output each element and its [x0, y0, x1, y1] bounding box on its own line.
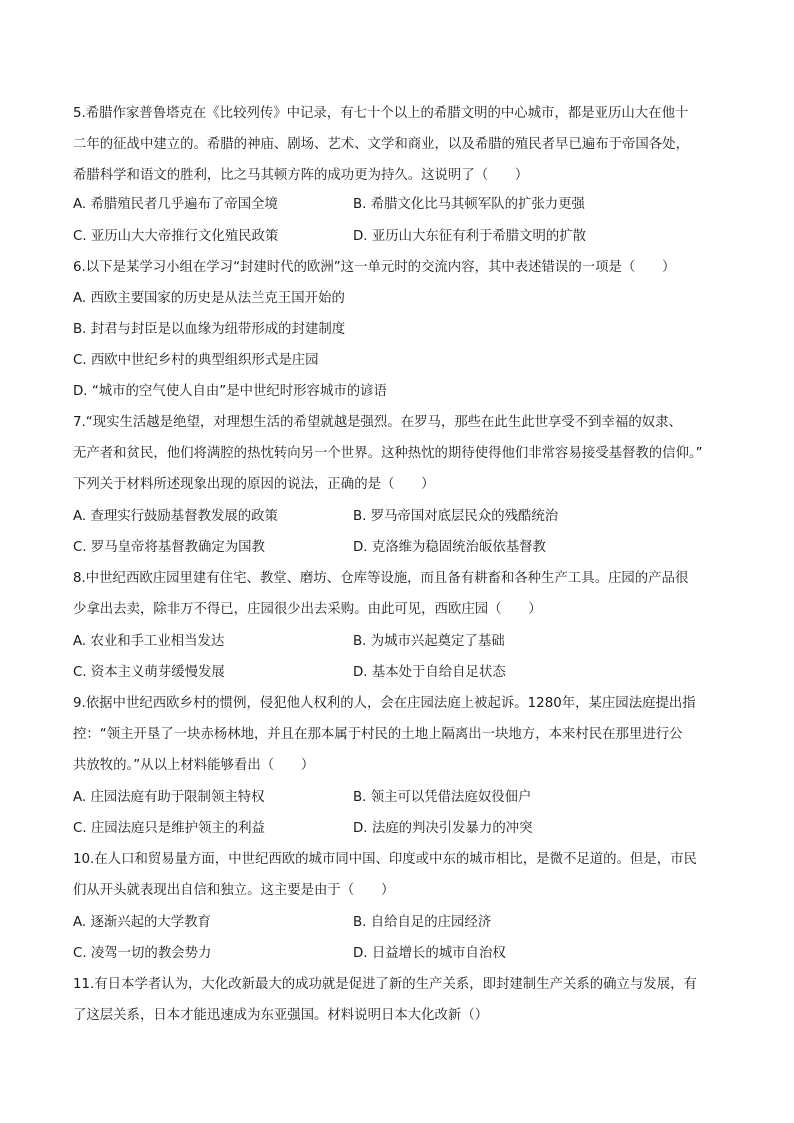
question-8-option-c[interactable]: C. 资本主义萌芽缓慢发展 [73, 665, 225, 680]
question-10-option-b[interactable]: B. 自给自足的庄园经济 [353, 915, 492, 930]
question-5-stem-line: 希腊科学和语文的胜利，比之马其顿方阵的成功更为持久。这说明了（ ） [73, 168, 529, 183]
question-9-stem-line: 控：“领主开垦了一块赤杨林地，并且在那本属于村民的土地上隔离出一块地方，本来村民在那里进行公 [73, 727, 683, 742]
question-7-option-a[interactable]: A. 查理实行鼓励基督教发展的政策 [73, 509, 278, 524]
question-8-option-d[interactable]: D. 基本处于自给自足状态 [353, 665, 506, 680]
question-7-stem-line: 下列关于材料所述现象出现的原因的说法，正确的是（ ） [73, 477, 435, 492]
question-8-stem-line: 少拿出去卖，除非万不得已，庄园很少出去采购。由此可见，西欧庄园（ ） [73, 602, 542, 617]
question-8-stem-line: 8.中世纪西欧庄园里建有住宅、教堂、磨坊、仓库等设施，而且备有耕畜和各种生产工具。庄园的产品很 [73, 571, 689, 586]
question-10-option-a[interactable]: A. 逐渐兴起的大学教育 [73, 915, 211, 930]
question-7-option-b[interactable]: B. 罗马帝国对底层民众的残酷统治 [353, 509, 559, 524]
question-10-stem [73, 844, 723, 906]
question-10-stem-line: 10.在人口和贸易量方面，中世纪西欧的城市同中国、印度或中东的城市相比，是微不足道的。但是，市民 [73, 852, 697, 867]
question-11-stem-line: 11.有日本学者认为，大化改新最大的成功就是促进了新的生产关系，即封建制生产关系的确立与发展，有 [73, 977, 697, 992]
question-9-option-b[interactable]: B. 领主可以凭借法庭奴役佃户 [353, 790, 532, 805]
question-9-stem-line: 共放牧的。”从以上材料能够看出（ ） [73, 758, 315, 773]
question-10-stem-line: 们从开头就表现出自信和独立。这主要是由于（ ） [73, 883, 395, 898]
question-10-option-d[interactable]: D. 日益增长的城市自治权 [353, 946, 506, 961]
question-9-option-d[interactable]: D. 法庭的判决引发暴力的冲突 [353, 821, 533, 836]
question-6-option-c[interactable]: C. 西欧中世纪乡村的典型组织形式是庄园 [73, 353, 319, 368]
question-9-option-c[interactable]: C. 庄园法庭只是维护领主的利益 [73, 821, 265, 836]
question-7-stem [73, 407, 723, 500]
question-11-stem-line: 了这层关系，日本才能迅速成为东亚强国。材料说明日本大化改新（） [73, 1008, 489, 1023]
question-6-stem: 6.以下是某学习小组在学习“封建时代的欧洲”这一单元时的交流内容，其中表述错误的一项是（ ） [73, 260, 676, 275]
question-9-stem-line: 9.依据中世纪西欧乡村的惯例，侵犯他人权利的人，会在庄园法庭上被起诉。1280年，某庄园法庭提出指 [73, 696, 696, 711]
question-5-stem [73, 98, 723, 191]
question-5-option-a[interactable]: A. 希腊殖民者几乎遍布了帝国全境 [73, 197, 278, 212]
question-5-option-d[interactable]: D. 亚历山大东征有利于希腊文明的扩散 [353, 229, 587, 244]
question-6-option-d[interactable]: D. “城市的空气使人自由”是中世纪时形容城市的谚语 [73, 384, 387, 399]
question-7-option-d[interactable]: D. 克洛维为稳固统治皈依基督教 [353, 540, 546, 555]
question-6-option-a[interactable]: A. 西欧主要国家的历史是从法兰克王国开始的 [73, 291, 345, 306]
question-10-option-c[interactable]: C. 凌驾一切的教会势力 [73, 946, 212, 961]
question-8-option-a[interactable]: A. 农业和手工业相当发达 [73, 634, 225, 649]
question-11-stem [73, 969, 723, 1031]
question-7-stem-line: 7.“现实生活越是绝望，对理想生活的希望就越是强烈。在罗马，那些在此生此世享受不到幸福的奴隶、 [73, 415, 682, 430]
question-5-option-b[interactable]: B. 希腊文化比马其顿军队的扩张力更强 [353, 197, 585, 212]
question-5-stem-line: 二年的征战中建立的。希腊的神庙、剧场、艺术、文学和商业，以及希腊的殖民者早已遍布于帝国各处， [73, 137, 689, 152]
question-8-stem [73, 563, 723, 625]
question-7-option-c[interactable]: C. 罗马皇帝将基督教确定为国教 [73, 540, 265, 555]
question-5-option-c[interactable]: C. 亚历山大大帝推行文化殖民政策 [73, 229, 279, 244]
question-5-stem-line: 5.希腊作家普鲁塔克在《比较列传》中记录，有七十个以上的希腊文明的中心城市，都是亚历山大在他十 [73, 106, 689, 121]
question-6-option-b[interactable]: B. 封君与封臣是以血缘为纽带形成的封建制度 [73, 322, 346, 337]
question-9-option-a[interactable]: A. 庄园法庭有助于限制领主特权 [73, 790, 265, 805]
question-8-option-b[interactable]: B. 为城市兴起奠定了基础 [353, 634, 505, 649]
question-9-stem [73, 688, 723, 781]
question-7-stem-line: 无产者和贫民，他们将满腔的热忱转向另一个世界。这种热忱的期待使得他们非常容易接受基督教的信仰。” [73, 446, 703, 461]
